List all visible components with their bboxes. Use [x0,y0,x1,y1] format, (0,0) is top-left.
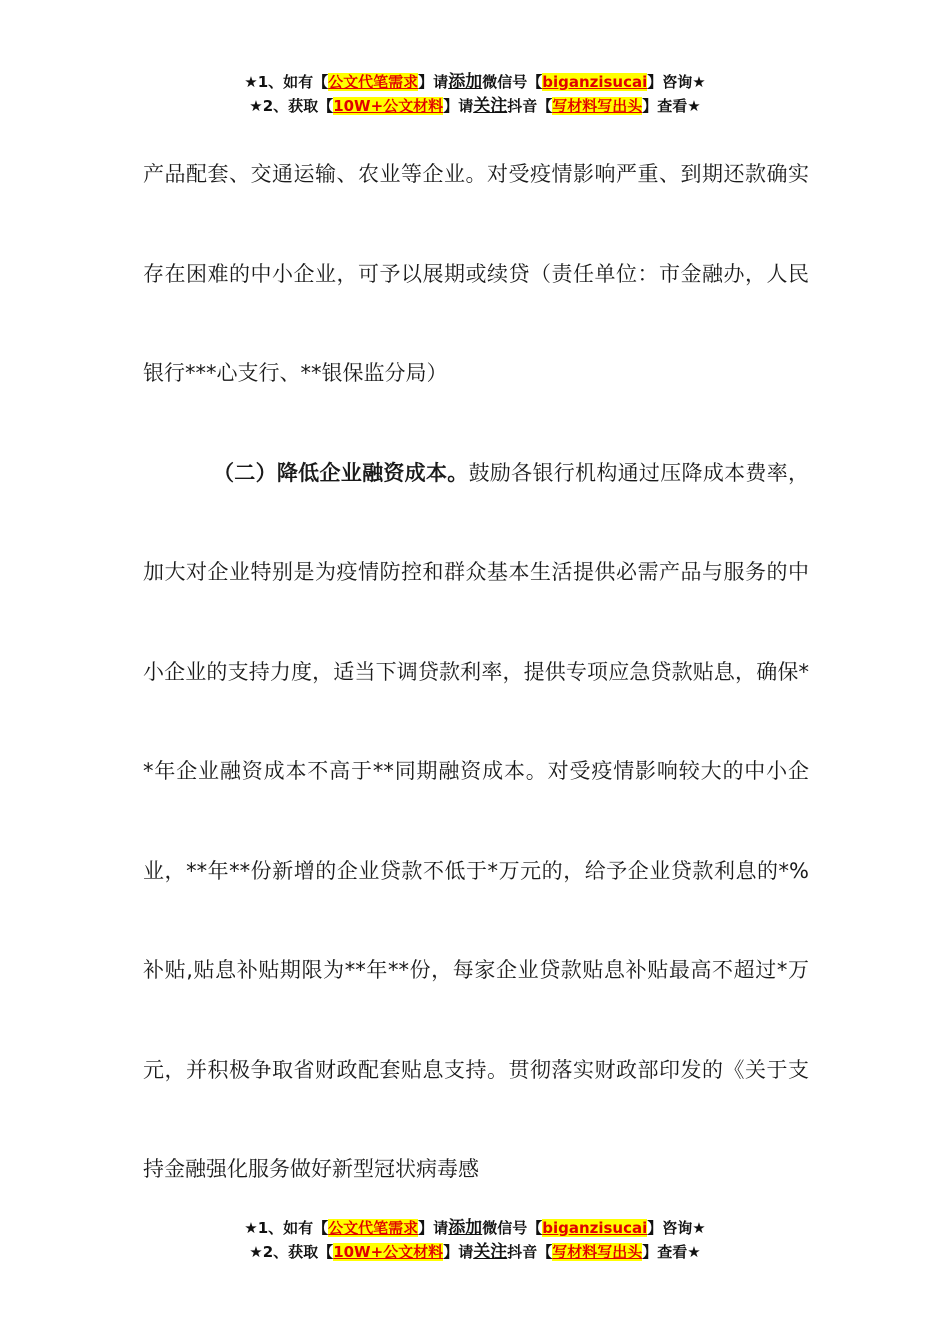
wechat-id: biganzisucai [542,73,648,91]
footer-banner [0,1216,950,1264]
highlight-materials: 10W+公文材料 [333,97,444,115]
banner-line-1: ★1、如有【公文代笔需求】请添加微信号【biganzisucai】咨询★ [244,72,706,92]
document-body [143,125,809,1220]
paragraph-2-text: 鼓励各银行机构通过压降成本费率，加大对企业特别是为疫情防控和群众基本生活提供必需产品与服务的中小企业的支持力度，适当下调贷款利率，提供专项应急贷款贴息，确保**年企业融资成本不高于**同期融资成本。对受疫情影响较大的中小企业，**年**份新增的企业贷款不低于*万元的，给予企业贷款利息的*%补贴,贴息补贴期限为**年**份，每家企业贷款贴息补贴最高不超过*万元，并积极争取省财政配套贴息支持。贯彻落实财政部印发的《关于支持金融强化服务做好新型冠状病毒感 [143,460,810,1181]
douyin-account: 写材料写出头 [552,1243,643,1261]
header-banner [0,70,950,118]
banner-line-1: ★1、如有【公文代笔需求】请添加微信号【biganzisucai】咨询★ [244,1218,706,1238]
section-heading: （二）降低企业融资成本。 [213,460,469,485]
highlight-writing-service: 公文代笔需求 [328,73,419,91]
paragraph-1: 产品配套、交通运输、农业等企业。对受疫情影响严重、到期还款确实存在困难的中小企业，可予以展期或续贷（责任单位：市金融办，人民银行***心支行、**银保监分局） [143,162,809,385]
banner-line-2: ★2、获取【10W+公文材料】请关注抖音【写材料写出头】查看★ [249,96,701,116]
highlight-materials: 10W+公文材料 [333,1243,444,1261]
paragraph-2 [143,424,809,1220]
douyin-account: 写材料写出头 [552,97,643,115]
highlight-writing-service: 公文代笔需求 [328,1219,419,1237]
banner-line-2: ★2、获取【10W+公文材料】请关注抖音【写材料写出头】查看★ [249,1242,701,1262]
wechat-id: biganzisucai [542,1219,648,1237]
